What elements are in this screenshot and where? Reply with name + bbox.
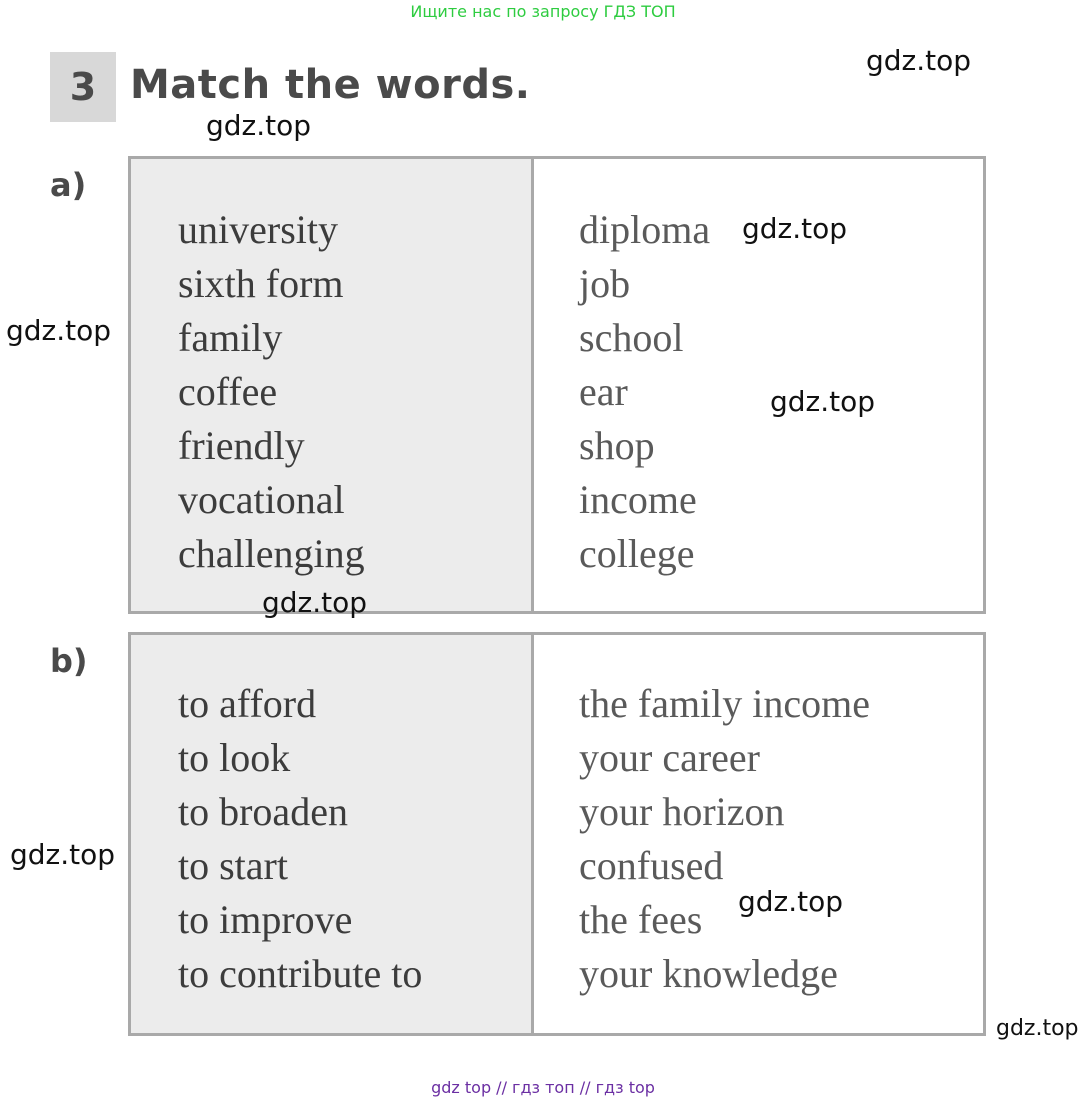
phrase-item: your horizon — [579, 789, 785, 834]
word-item: college — [579, 531, 695, 576]
watermark: gdz.top — [10, 838, 116, 871]
exercise-number: 3 — [50, 52, 116, 122]
section-b-left-column — [131, 635, 534, 1033]
section-a-left-column — [131, 159, 534, 611]
phrase-item: your knowledge — [579, 951, 838, 996]
word-item: vocational — [178, 477, 345, 522]
footer-links: gdz top // гдз топ // гдз top — [431, 1078, 655, 1097]
phrase-item: to look — [178, 735, 291, 780]
word-item: diploma — [579, 207, 711, 252]
phrase-item: to broaden — [178, 789, 348, 834]
word-item: challenging — [178, 531, 365, 576]
watermark: gdz.top — [996, 1016, 1079, 1041]
word-item: coffee — [178, 369, 278, 414]
watermark: gdz.top — [6, 314, 112, 347]
word-item: family — [178, 315, 283, 360]
word-item: university — [178, 207, 338, 252]
phrase-item: the fees — [579, 897, 703, 942]
watermark: gdz.top — [206, 109, 312, 142]
section-b-right-column — [534, 635, 983, 1033]
word-item: sixth form — [178, 261, 344, 306]
watermark: gdz.top — [738, 885, 844, 918]
top-banner: Ищите нас по запросу ГДЗ ТОП — [410, 2, 676, 21]
word-item: friendly — [178, 423, 305, 468]
section-b-box — [128, 632, 986, 1036]
watermark: gdz.top — [742, 212, 848, 245]
word-item: income — [579, 477, 697, 522]
exercise-title: Match the words. — [130, 62, 531, 108]
word-item: job — [579, 261, 631, 306]
phrase-item: the family income — [579, 681, 871, 726]
word-item: school — [579, 315, 684, 360]
phrase-item: confused — [579, 843, 724, 888]
word-item: shop — [579, 423, 655, 468]
watermark: gdz.top — [770, 385, 876, 418]
phrase-item: to afford — [178, 681, 317, 726]
phrase-item: to improve — [178, 897, 353, 942]
phrase-item: to contribute to — [178, 951, 423, 996]
phrase-item: your career — [579, 735, 760, 780]
section-a-label: a) — [50, 166, 87, 204]
word-item: ear — [579, 369, 628, 414]
watermark: gdz.top — [262, 586, 368, 619]
watermark: gdz.top — [866, 44, 972, 77]
phrase-item: to start — [178, 843, 288, 888]
section-b-label: b) — [50, 642, 88, 680]
